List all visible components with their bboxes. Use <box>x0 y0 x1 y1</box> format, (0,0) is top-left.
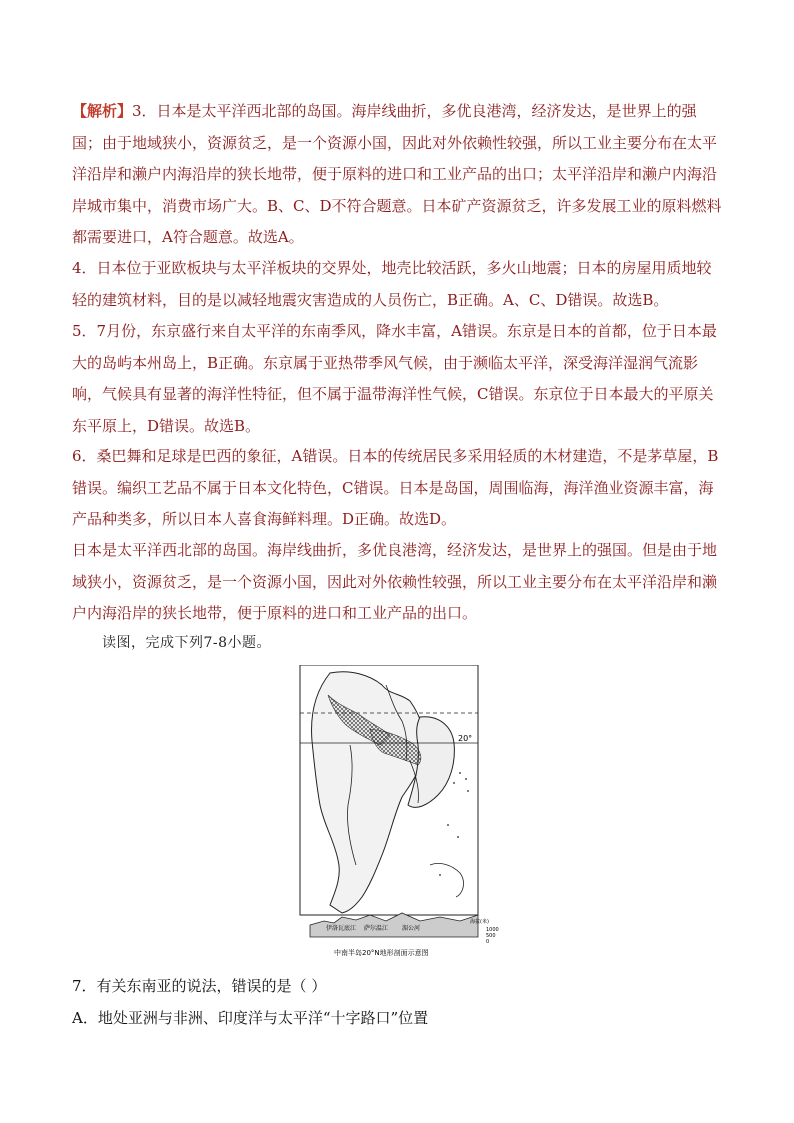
lat-label: 20° <box>458 734 473 743</box>
profile-river-2: 萨尔温江 <box>364 925 389 932</box>
elev-title: 海拔(米) <box>470 919 489 925</box>
figure-caption: 中南半岛20°N地形剖面示意图 <box>334 949 429 957</box>
elev-tick-1000: 1000 <box>486 927 499 933</box>
question-intro: 读图，完成下列7-8小题。 <box>102 635 272 651</box>
map-svg <box>290 665 504 961</box>
analysis-tag: 【解析】 <box>72 102 133 120</box>
analysis-paragraph-5: 5．7月份，东京盛行来自太平洋的东南季风，降水丰富，A错误。东京是日本的首都，位于日本最大的岛屿本州岛上，B正确。东京属于亚热带季风气候，由于濒临太平洋，深受海洋湿润气流影响，气候具有显著的海洋性特征，但不属于温带海洋性气候，C错误。东京位于日本最大的平原关东平原上，D错误。故选B。 <box>72 322 717 435</box>
profile-river-1: 伊洛瓦底江 <box>326 925 357 932</box>
elev-tick-0: 0 <box>486 939 490 945</box>
analysis-text-3: 3．日本是太平洋西北部的岛国。海岸线曲折，多优良港湾，经济发达，是世界上的强国；由于地域狭小，资源贫乏，是一个资源小国，因此对外依赖性较强，所以工业主要分布在太平洋沿岸和濑户内海沿岸的狭长地带，便于原料的进口和工业产品的出口；太平洋沿岸和濑户内海沿岸城市集中，消费市场广大。B、C、D不符合题意。日本矿产资源贫乏，许多发展工业的原料燃料都需要进口，A符合题意。故选A。 <box>72 102 722 246</box>
analysis-paragraph-3 <box>72 96 724 254</box>
analysis-summary-paragraph: 日本是太平洋西北部的岛国。海岸线曲折，多优良港湾，经济发达，是世界上的强国。但是由于地域狭小，资源贫乏，是一个资源小国，因此对外依赖性较强，所以工业主要分布在太平洋沿岸和濑户内海沿岸的狭长地带，便于原料的进口和工业产品的出口。 <box>72 541 718 622</box>
question-7-stem: 7．有关东南亚的说法，错误的是（ ） <box>72 977 327 995</box>
analysis-paragraph-4: 4．日本位于亚欧板块与太平洋板块的交界处，地壳比较活跃，多火山地震；日本的房屋用质地较轻的建筑材料，目的是以减轻地震灾害造成的人员伤亡，B正确。A、C、D错误。故选B。 <box>72 259 712 309</box>
profile-river-3: 湄公河 <box>402 925 421 932</box>
analysis-paragraph-6: 6．桑巴舞和足球是巴西的象征，A错误。日本的传统居民多采用轻质的木材建造，不是茅草屋，B错误。编织工艺品不属于日本文化特色，C错误。日本是岛国，周围临海，海洋渔业资源丰富，海产品种类多，所以日本人喜食海鲜料理。D正确。故选D。 <box>72 447 719 528</box>
question-7-option-a: A．地处亚洲与非洲、印度洋与太平洋“十字路口”位置 <box>72 1009 429 1027</box>
southeast-asia-map-figure <box>290 665 504 961</box>
elev-tick-500: 500 <box>486 933 496 939</box>
